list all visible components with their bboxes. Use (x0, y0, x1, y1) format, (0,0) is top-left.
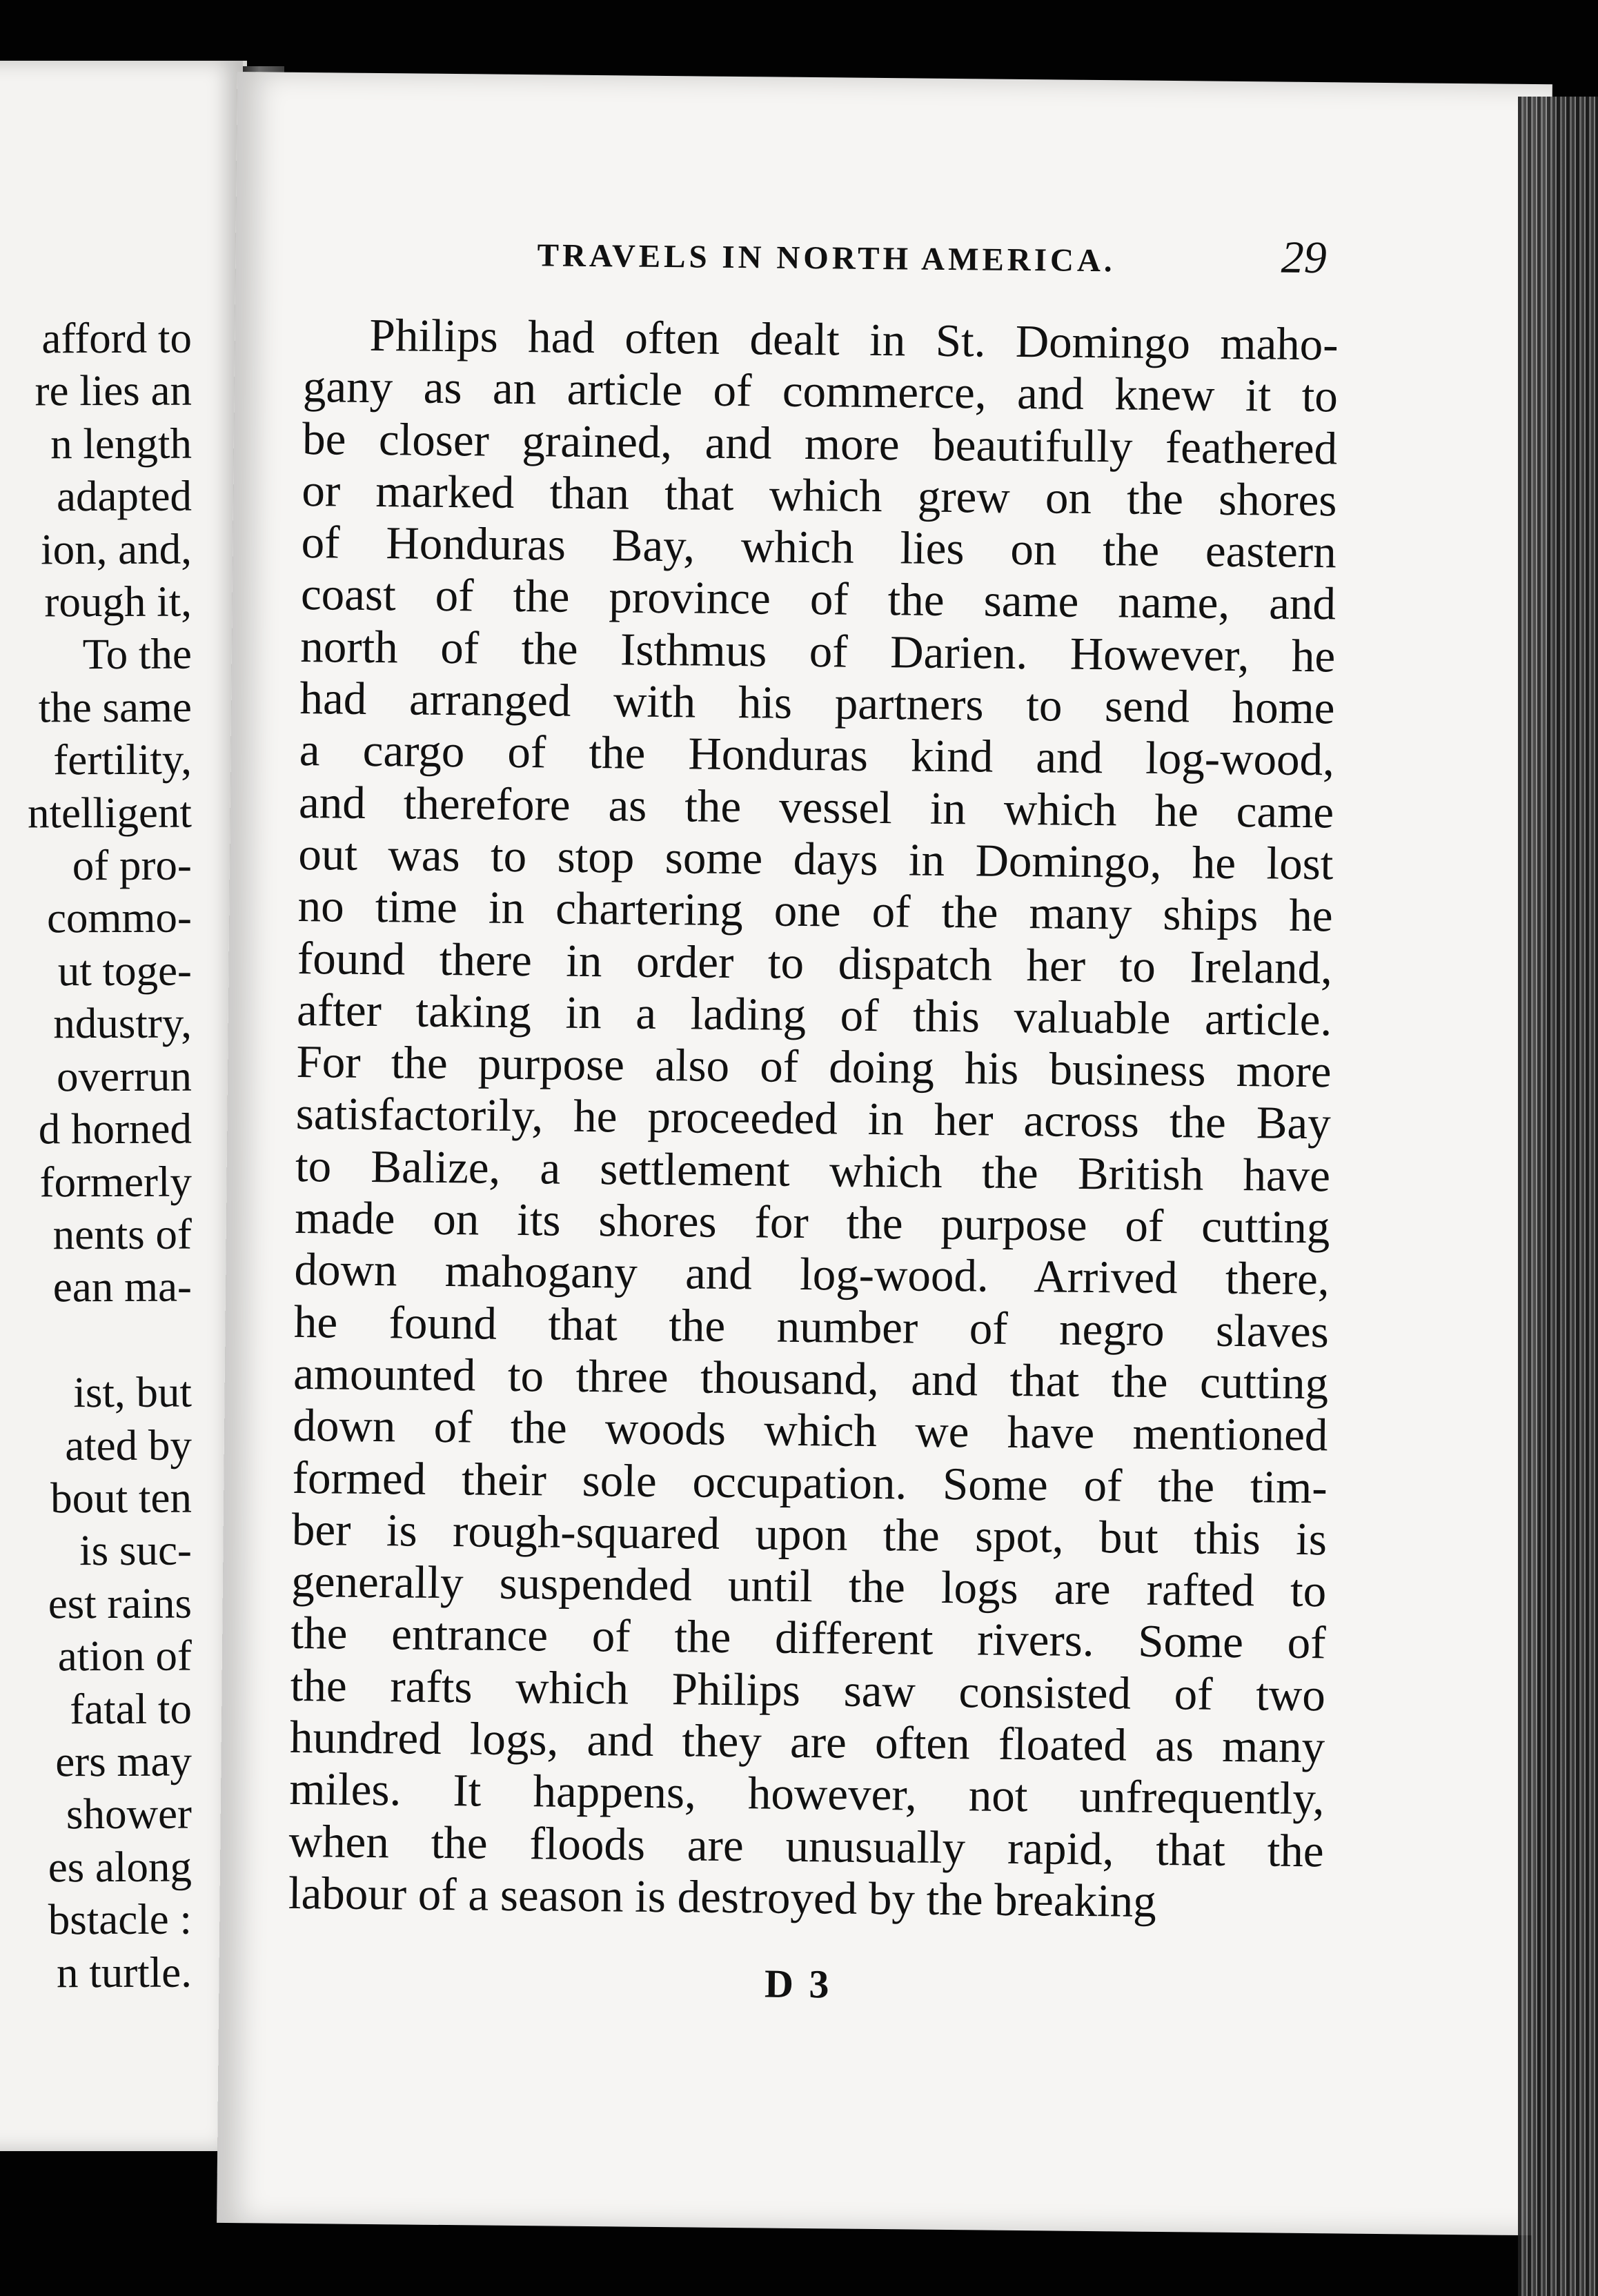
text-line: the rafts which Philips saw consisted of two (290, 1659, 1326, 1721)
left-page-line: overrun (56, 1051, 193, 1100)
text-line: he found that the number of negro slaves (293, 1296, 1330, 1357)
left-page-line: formerly (39, 1157, 193, 1206)
left-page-line: ion, and, (41, 524, 193, 573)
left-page-line: rough it, (44, 577, 193, 626)
text-line: gany as an article of commerce, and knew it to (302, 361, 1339, 422)
text-line: and therefore as the vessel in which he came (298, 776, 1334, 838)
left-page-line: commo- (46, 893, 193, 942)
text-line: satisfactorily, he proceeded in her across the Bay (295, 1088, 1332, 1149)
text-line: labour of a season is destroyed by the breaking (288, 1867, 1157, 1927)
left-page-line: ndustry, (53, 998, 193, 1048)
text-line: after taking in a lading of this valuable article. (296, 984, 1332, 1046)
text-line: amounted to three thousand, and that the cutting (293, 1347, 1329, 1409)
text-line: north of the Isthmus of Darien. However, he (299, 620, 1336, 682)
left-page-line: es along (48, 1842, 193, 1892)
left-page-line: ntelligent (27, 788, 193, 838)
left-page-line: nents of (52, 1209, 193, 1259)
text-line: made on its shores for the purpose of cutting (295, 1191, 1330, 1254)
left-page-line (28, 1313, 192, 1366)
left-page-line: afford to (41, 313, 193, 363)
left-page-line: est rains (48, 1578, 193, 1628)
body-text (288, 309, 1339, 1929)
signature-mark: D 3 (764, 1961, 832, 2007)
text-line: to Balize, a settlement which the British have (295, 1140, 1331, 1202)
text-line: down of the woods which we have mentioned (293, 1400, 1328, 1461)
text-line: found there in order to dispatch her to Ireland, (297, 932, 1333, 993)
left-page-line: n length (50, 419, 193, 468)
left-page-line: ers may (55, 1736, 193, 1786)
text-line: when the floods are unusually rapid, that the (288, 1815, 1324, 1877)
left-page-line: shower (66, 1789, 193, 1839)
page-header (303, 159, 1352, 284)
left-page-line: fatal to (70, 1684, 193, 1733)
text-line: For the purpose also of doing his business more (296, 1036, 1332, 1098)
left-page-line: the same (38, 682, 193, 732)
left-page-line: ated by (65, 1421, 193, 1469)
text-line: had arranged with his partners to send home (299, 673, 1335, 734)
left-page-line: ean ma- (52, 1262, 193, 1312)
left-page (0, 61, 247, 2151)
running-head: TRAVELS IN NORTH AMERICA. (537, 237, 1116, 279)
left-page-line: ist, but (73, 1367, 193, 1417)
left-page-text (28, 312, 192, 1999)
text-line: formed their sole occupation. Some of the tim- (292, 1452, 1328, 1513)
text-line: ber is rough-squared upon the spot, but this is (291, 1503, 1328, 1565)
text-line: be closer grained, and more beautifully feathered (302, 413, 1338, 474)
text-line: of Honduras Bay, which lies on the eastern (301, 517, 1337, 578)
text-line: coast of the province of the same name, and (300, 568, 1336, 630)
text-line: or marked than that which grew on the shores (302, 464, 1337, 526)
text-line: no time in chartering one of the many ships he (297, 880, 1333, 942)
text-line: down mahogany and log-wood. Arrived there, (294, 1244, 1330, 1305)
text-line: miles. It happens, however, not unfrequently, (289, 1763, 1325, 1825)
text-line: generally suspended until the logs are rafted to (290, 1556, 1327, 1617)
text-line: out was to stop some days in Domingo, he lost (298, 828, 1334, 890)
text-line: Philips had often dealt in St. Domingo maho- (369, 309, 1339, 370)
left-page-line: bout ten (50, 1473, 193, 1523)
page-edge (1518, 97, 1598, 2296)
text-line: a cargo of the Honduras kind and log-wood, (299, 724, 1335, 786)
left-page-line: adapted (56, 471, 193, 521)
text-line: the entrance of the different rivers. Some of (290, 1607, 1326, 1669)
left-page-line: n turtle. (56, 1948, 193, 1997)
left-page-line: To the (82, 630, 193, 679)
left-page-line: fertility, (53, 735, 193, 784)
left-page-line: ut toge- (57, 946, 193, 996)
left-page-line: d horned (38, 1104, 193, 1154)
left-page-line: ation of (57, 1631, 193, 1681)
left-page-line: bstacle : (48, 1894, 193, 1944)
left-page-line: re lies an (34, 366, 193, 415)
text-line: hundred logs, and they are often floated as many (289, 1711, 1325, 1773)
left-page-line: of pro- (72, 840, 193, 890)
left-page-line: is suc- (79, 1525, 193, 1575)
page-number: 29 (1281, 232, 1328, 284)
